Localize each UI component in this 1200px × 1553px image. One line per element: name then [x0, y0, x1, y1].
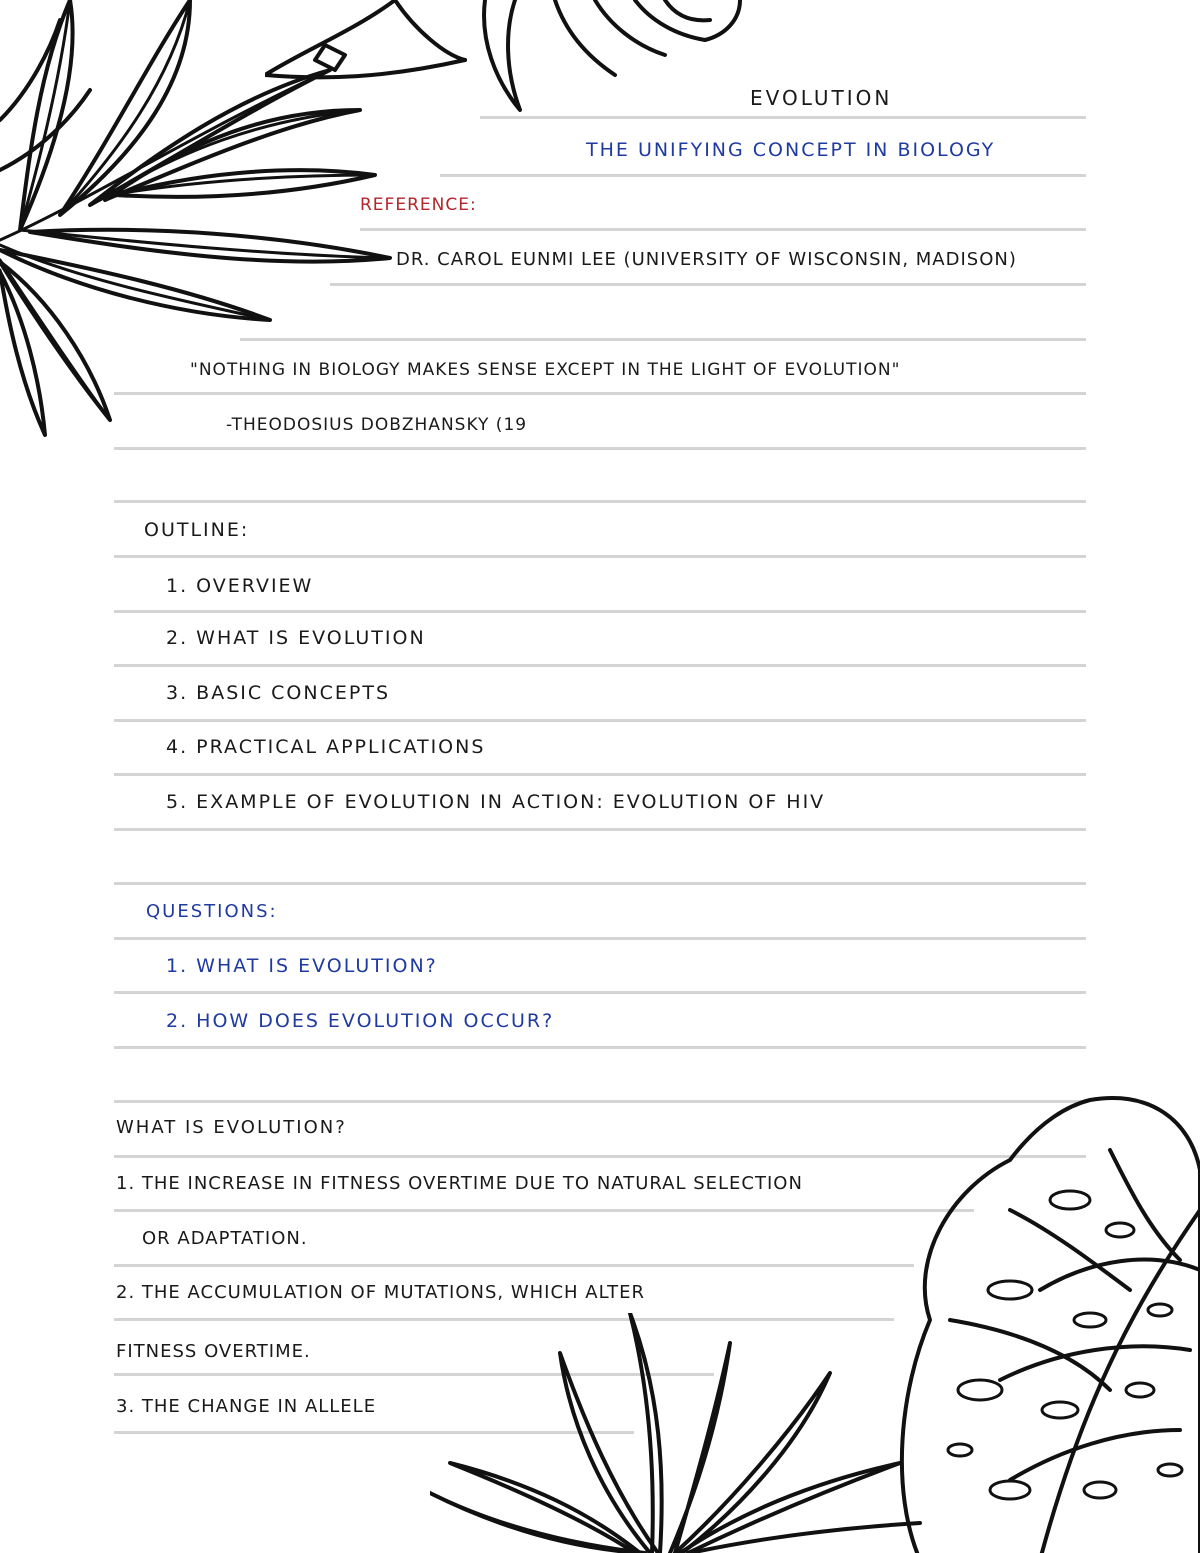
quote-author: -THEODOSIUS DOBZHANSKY (19: [226, 415, 528, 435]
monstera-illustration-top: [265, 0, 745, 120]
definition-line: 3. THE CHANGE IN ALLELE: [116, 1396, 377, 1417]
questions-heading: QUESTIONS:: [146, 901, 278, 922]
question-item: 1. WHAT IS EVOLUTION?: [166, 955, 438, 977]
outline-item: 4. PRACTICAL APPLICATIONS: [166, 736, 486, 758]
question-item: 2. HOW DOES EVOLUTION OCCUR?: [166, 1010, 555, 1032]
definition-line: 2. THE ACCUMULATION OF MUTATIONS, WHICH ALTER: [116, 1282, 646, 1303]
quote-text: "NOTHING IN BIOLOGY MAKES SENSE EXCEPT IN THE LIGHT OF EVOLUTION": [190, 360, 901, 380]
note-subtitle: THE UNIFYING CONCEPT IN BIOLOGY: [586, 139, 996, 161]
reference-text: DR. CAROL EUNMI LEE (UNIVERSITY OF WISCONSIN, MADISON): [396, 249, 1017, 270]
definition-line: 1. THE INCREASE IN FITNESS OVERTIME DUE TO NATURAL SELECTION: [116, 1173, 803, 1194]
palm-leaf-illustration-bottom: [430, 1313, 930, 1553]
outline-heading: OUTLINE:: [144, 519, 250, 541]
definition-heading: WHAT IS EVOLUTION?: [116, 1117, 347, 1138]
note-title: EVOLUTION: [750, 86, 893, 110]
reference-label: REFERENCE:: [360, 195, 477, 215]
outline-item: 1. OVERVIEW: [166, 575, 314, 597]
outline-item: 5. EXAMPLE OF EVOLUTION IN ACTION: EVOLUTION OF HIV: [166, 791, 826, 813]
outline-item: 2. WHAT IS EVOLUTION: [166, 627, 426, 649]
definition-line: FITNESS OVERTIME.: [116, 1341, 311, 1362]
monstera-illustration-bottom-right: [890, 1090, 1200, 1553]
definition-line: OR ADAPTATION.: [142, 1228, 308, 1249]
outline-item: 3. BASIC CONCEPTS: [166, 682, 390, 704]
